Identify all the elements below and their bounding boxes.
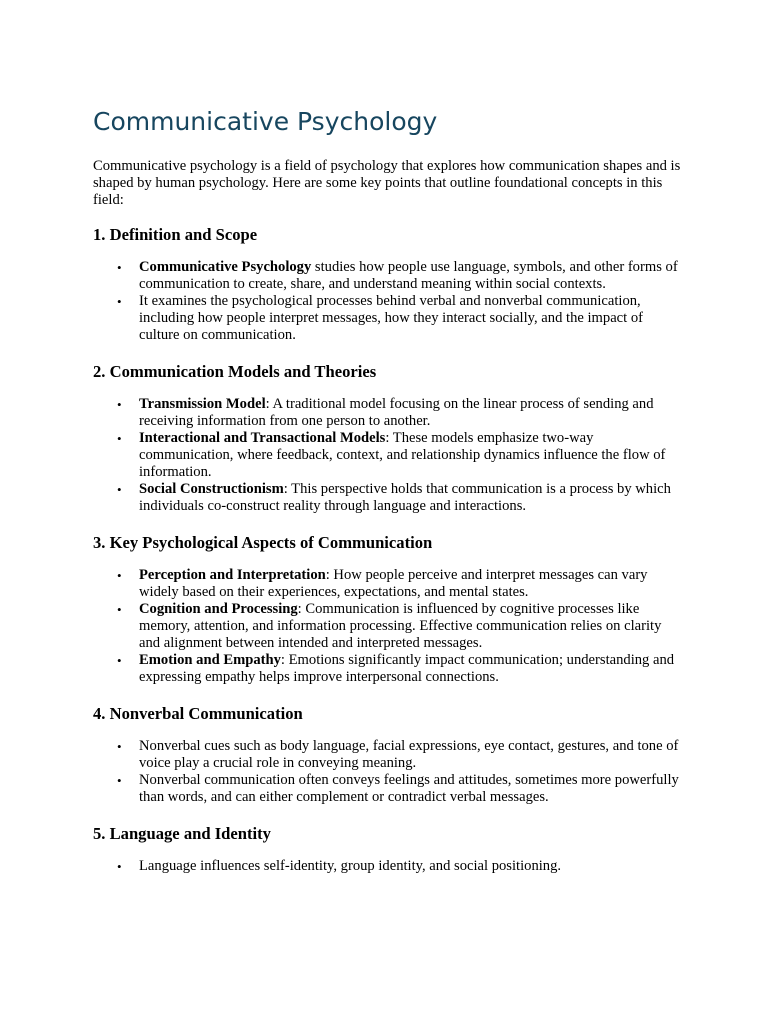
document-page	[93, 104, 683, 893]
section-heading-models-theories: 2. Communication Models and Theories	[93, 362, 377, 381]
list-item-text: : Communication is influenced by cognitive processes like memory, attention, and information processing. Effective communication relies on clarity and alignment between intended and interpreted messages.	[139, 601, 662, 651]
list-item	[117, 481, 683, 515]
list-item-text: : This perspective holds that communication is a process by which individuals co-construct reality through language and interactions.	[139, 481, 671, 514]
list-item-text: : Emotions significantly impact communication; understanding and expressing empathy helps improve interpersonal connections.	[139, 652, 675, 685]
bullet-icon: •	[117, 260, 122, 275]
list-item-term: Perception and Interpretation	[139, 567, 326, 583]
list-item-term: Communicative Psychology	[139, 259, 312, 275]
list-item-text: Nonverbal communication often conveys feelings and attitudes, sometimes more powerfully than words, and can either complement or contradict verbal messages.	[139, 772, 679, 805]
bullet-list-definition-scope	[93, 259, 683, 344]
list-item-text: : How people perceive and interpret messages can vary widely based on their experiences, expectations, and mental states.	[139, 567, 648, 600]
section-heading-definition-scope: 1. Definition and Scope	[93, 225, 258, 244]
list-item	[117, 293, 683, 344]
section-heading-nonverbal: 4. Nonverbal Communication	[93, 704, 303, 723]
list-item-text: Nonverbal cues such as body language, facial expressions, eye contact, gestures, and tone of voice play a crucial role in conveying meaning.	[139, 738, 679, 771]
bullet-list-language-identity	[93, 858, 683, 875]
bullet-icon: •	[117, 739, 122, 754]
list-item-term: Transmission Model	[139, 396, 266, 412]
bullet-list-psychological-aspects	[93, 567, 683, 686]
bullet-icon: •	[117, 773, 122, 788]
list-item-text: It examines the psychological processes behind verbal and nonverbal communication, including how people interpret messages, how they interact socially, and the impact of culture on communication.	[139, 293, 644, 343]
list-item	[117, 259, 683, 293]
bullet-list-models-theories	[93, 396, 683, 515]
bullet-icon: •	[117, 568, 122, 583]
list-item	[117, 738, 683, 772]
list-item-text: : These models emphasize two-way communication, where feedback, context, and relationship dynamics influence the flow of information.	[139, 430, 666, 480]
bullet-icon: •	[117, 482, 122, 497]
document-title: Communicative Psychology	[93, 107, 438, 136]
list-item-term: Interactional and Transactional Models	[139, 430, 386, 446]
bullet-icon: •	[117, 431, 122, 446]
bullet-list-nonverbal	[93, 738, 683, 806]
list-item-term: Cognition and Processing	[139, 601, 298, 617]
list-item	[117, 858, 683, 875]
list-item	[117, 652, 683, 686]
bullet-icon: •	[117, 653, 122, 668]
list-item	[117, 396, 683, 430]
intro-paragraph: Communicative psychology is a field of psychology that explores how communication shapes and is shaped by human psychology. Here are some key points that outline foundational concepts in this field:	[93, 158, 681, 208]
list-item-text: : A traditional model focusing on the linear process of sending and receiving information from one person to another.	[139, 396, 654, 429]
section-heading-psychological-aspects: 3. Key Psychological Aspects of Communication	[93, 533, 433, 552]
list-item	[117, 430, 683, 481]
list-item-text: studies how people use language, symbols, and other forms of communication to create, share, and understand meaning within social contexts.	[139, 259, 678, 292]
list-item	[117, 567, 683, 601]
list-item-term: Emotion and Empathy	[139, 652, 281, 668]
section-heading-language-identity: 5. Language and Identity	[93, 824, 271, 843]
list-item	[117, 772, 683, 806]
list-item	[117, 601, 683, 652]
bullet-icon: •	[117, 294, 122, 309]
list-item-term: Social Constructionism	[139, 481, 284, 497]
bullet-icon: •	[117, 397, 122, 412]
bullet-icon: •	[117, 602, 122, 617]
list-item-text: Language influences self-identity, group identity, and social positioning.	[139, 858, 562, 874]
bullet-icon: •	[117, 859, 122, 874]
